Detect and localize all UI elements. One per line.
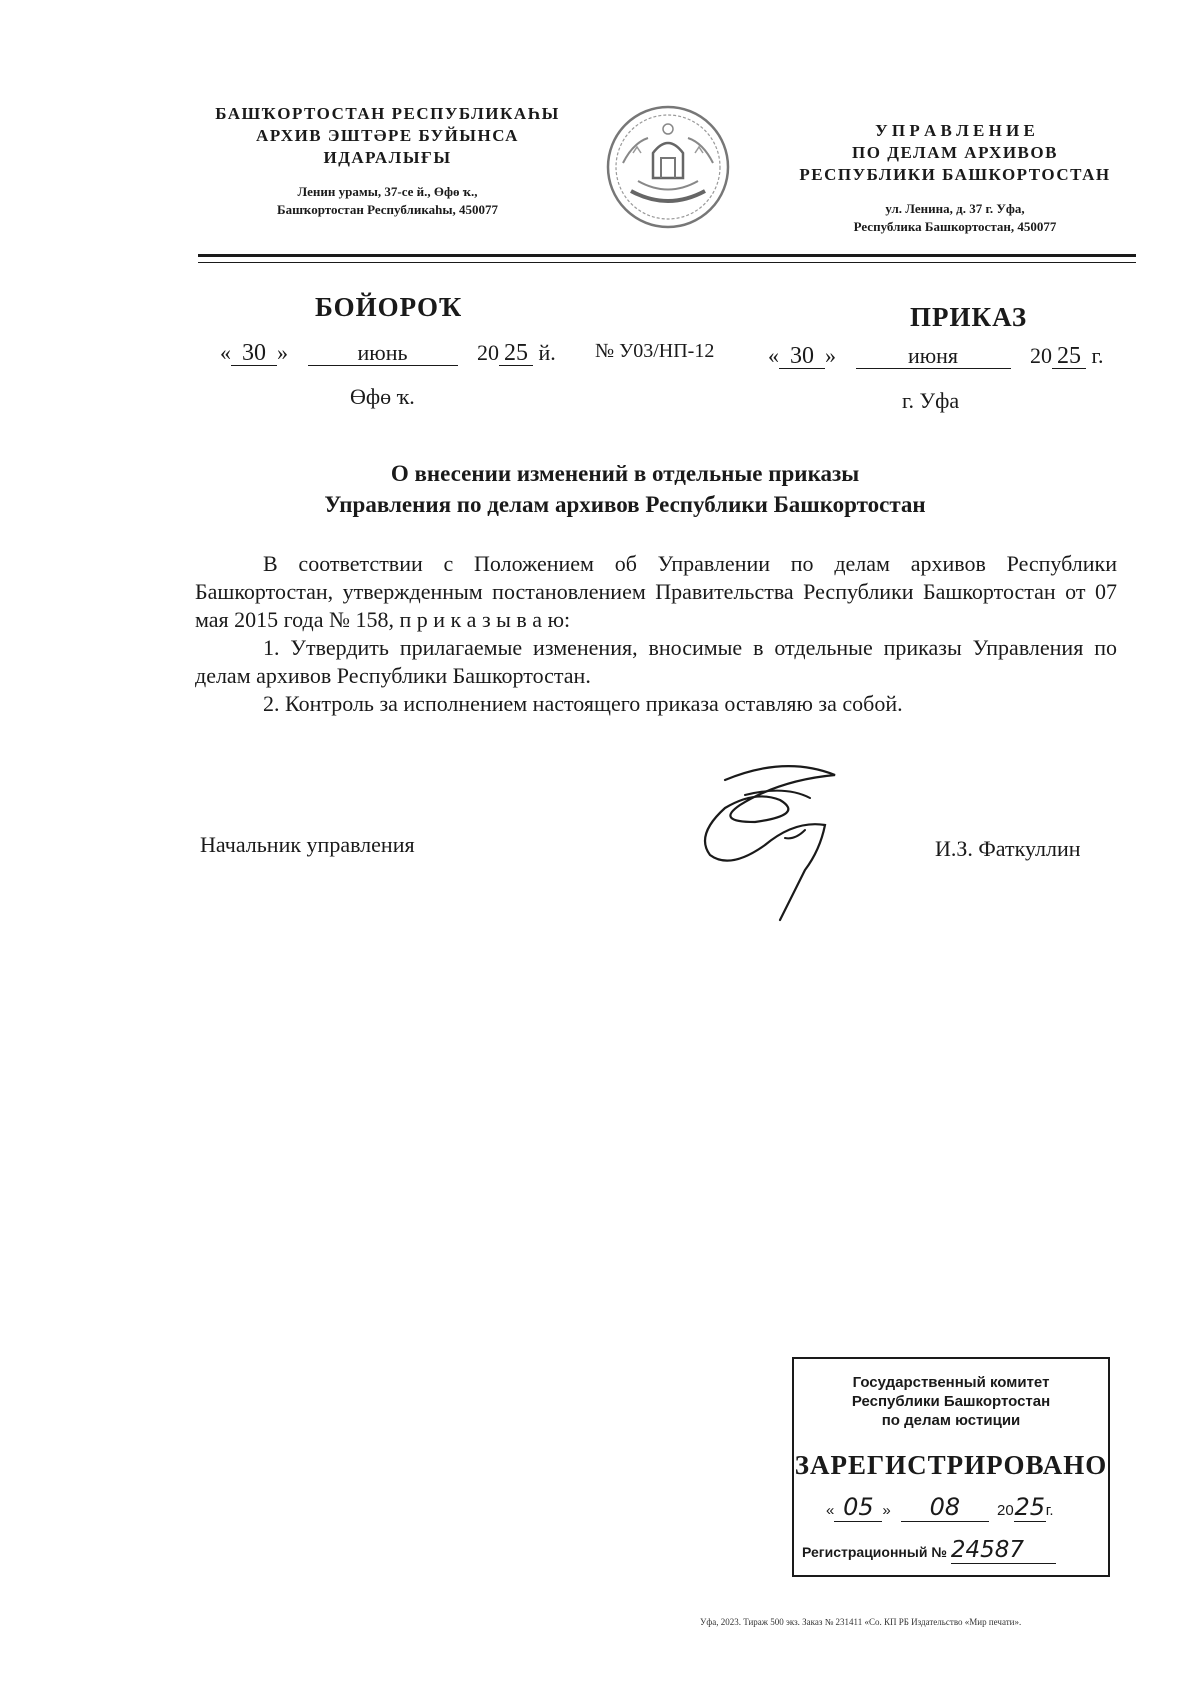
- date-day: 30: [231, 341, 277, 366]
- title-line: Управления по делам архивов Республики Башкортостан: [324, 492, 926, 517]
- quote-close: »: [825, 343, 836, 368]
- order-item-1: 1. Утвердить прилагаемые изменения, вносимые в отдельные приказы Управления по делам архивов Республики Башкортостан.: [195, 635, 1117, 688]
- city-left: Өфө ҡ.: [350, 384, 415, 409]
- quote-open: «: [768, 343, 779, 368]
- quote-open: «: [826, 1502, 835, 1519]
- stamp-reg-number: 24587: [951, 1537, 1056, 1564]
- header-left-line: БАШҠОРТОСТАН РЕСПУБЛИКАҺЫ: [215, 104, 560, 123]
- header-right-line: ПО ДЕЛАМ АРХИВОВ: [852, 143, 1058, 162]
- city-right: г. Уфа: [902, 388, 960, 413]
- header-left-address: Башҡортостан Республикаһы, 450077: [276, 202, 498, 217]
- stamp-day: 05: [834, 1493, 882, 1522]
- date-line-right: [768, 343, 1104, 369]
- header-left-line: ИДАРАЛЫҒЫ: [323, 148, 452, 167]
- header-divider-thin: [198, 262, 1136, 263]
- registration-stamp: [792, 1357, 1110, 1577]
- document-title: [180, 458, 1070, 520]
- header-right: [770, 120, 1140, 236]
- order-number: № У03/НП-12: [595, 340, 715, 362]
- quote-close: »: [277, 340, 288, 365]
- header-right-line: У П Р А В Л Е Н И Е: [875, 121, 1035, 140]
- header-left-address: Ленин урамы, 37-се й., Өфө ҡ.,: [297, 184, 478, 199]
- stamp-status: ЗАРЕГИСТРИРОВАНО: [794, 1450, 1108, 1480]
- stamp-year-suffix: 25: [1014, 1493, 1045, 1521]
- header-right-line: РЕСПУБЛИКИ БАШКОРТОСТАН: [799, 165, 1111, 184]
- print-footer: Уфа, 2023. Тираж 500 экз. Заказ № 231411 «Со. КП РБ Издательство «Мир печати».: [700, 1617, 1022, 1627]
- doc-kind-russian: ПРИКАЗ: [910, 302, 1028, 332]
- quote-close: »: [882, 1502, 891, 1519]
- coat-of-arms-emblem: [603, 103, 733, 231]
- stamp-registration-number: [802, 1537, 1056, 1564]
- date-day: 30: [779, 344, 825, 369]
- date-year-suffix: 25: [1052, 344, 1086, 369]
- date-year-unit: г.: [1091, 343, 1104, 368]
- date-year-unit: й.: [538, 340, 556, 365]
- stamp-year-unit: г.: [1045, 1502, 1054, 1519]
- date-year-suffix: 25: [499, 341, 533, 366]
- header-right-address: ул. Ленина, д. 37 г. Уфа,: [885, 201, 1025, 216]
- signature-position: Начальник управления: [200, 832, 415, 857]
- header-right-address: Республика Башкортостан, 450077: [853, 219, 1057, 234]
- document-body: [195, 550, 1117, 718]
- stamp-year-prefix: 20: [997, 1502, 1014, 1519]
- date-line-left: [220, 340, 556, 366]
- date-year-prefix: 20: [1030, 343, 1052, 368]
- preamble: В соответствии с Положением об Управлении по делам архивов Республики Башкортостан, утвержденным постановлением Правительства Республики Башкортостан от 07 мая 2015 года № 158, п р и к а з ы в а ю:: [195, 551, 1117, 632]
- date-month: июня: [856, 344, 1011, 369]
- header-left: [185, 103, 590, 219]
- header-left-line: АРХИВ ЭШТӘРЕ БУЙЫНСА: [256, 126, 519, 145]
- date-year-prefix: 20: [477, 340, 499, 365]
- order-item-2: 2. Контроль за исполнением настоящего приказа оставляю за собой.: [263, 691, 903, 716]
- stamp-date: [826, 1493, 1054, 1522]
- stamp-month: 08: [901, 1493, 989, 1522]
- doc-kind-bashkir: БОЙОРОҠ: [315, 292, 463, 322]
- stamp-reg-label: Регистрационный №: [802, 1544, 947, 1560]
- quote-open: «: [220, 340, 231, 365]
- signature-name: И.З. Фаткуллин: [935, 836, 1081, 861]
- handwritten-signature: [685, 760, 885, 925]
- title-line: О внесении изменений в отдельные приказы: [390, 461, 860, 486]
- date-month: июнь: [308, 341, 458, 366]
- header-divider-thick: [198, 254, 1136, 257]
- stamp-organization: Государственный комитет Республики Башкортостан по делам юстиции: [851, 1374, 1051, 1429]
